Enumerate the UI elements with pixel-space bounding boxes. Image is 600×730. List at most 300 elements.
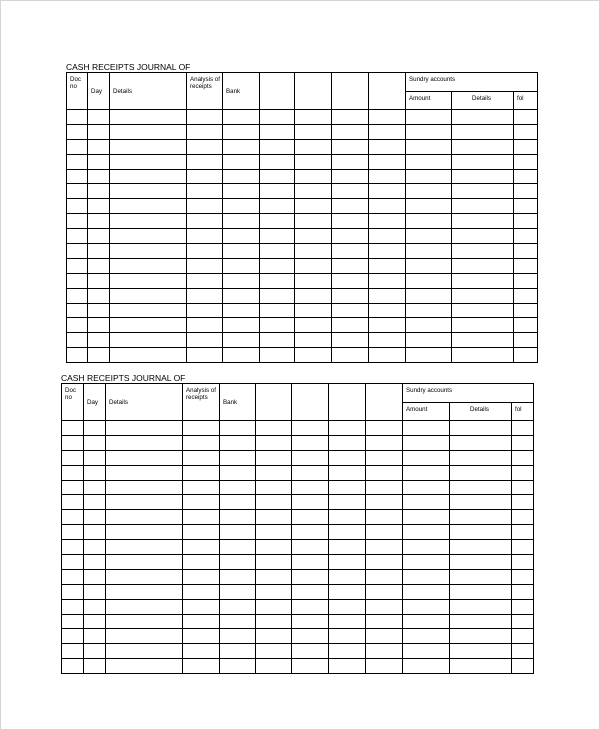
table-cell[interactable] <box>369 288 406 303</box>
table-cell[interactable] <box>366 465 403 480</box>
table-cell[interactable] <box>183 480 220 495</box>
table-cell[interactable] <box>512 555 534 570</box>
table-cell[interactable] <box>62 584 84 599</box>
table-cell[interactable] <box>329 525 366 540</box>
table-cell[interactable] <box>329 614 366 629</box>
table-cell[interactable] <box>106 450 183 465</box>
table-cell[interactable] <box>220 599 256 614</box>
table-cell[interactable] <box>256 525 292 540</box>
table-cell[interactable] <box>332 169 369 184</box>
table-cell[interactable] <box>220 540 256 555</box>
table-cell[interactable] <box>256 599 292 614</box>
table-cell[interactable] <box>295 139 332 154</box>
table-cell[interactable] <box>514 124 538 139</box>
table-cell[interactable] <box>329 435 366 450</box>
table-cell[interactable] <box>88 288 110 303</box>
table-cell[interactable] <box>512 629 534 644</box>
table-cell[interactable] <box>223 139 260 154</box>
table-cell[interactable] <box>183 540 220 555</box>
table-cell[interactable] <box>223 184 260 199</box>
table-cell[interactable] <box>220 644 256 659</box>
table-cell[interactable] <box>110 184 187 199</box>
table-cell[interactable] <box>88 199 110 214</box>
table-cell[interactable] <box>512 450 534 465</box>
table-cell[interactable] <box>514 169 538 184</box>
table-cell[interactable] <box>512 465 534 480</box>
table-cell[interactable] <box>369 273 406 288</box>
table-cell[interactable] <box>84 495 106 510</box>
table-cell[interactable] <box>220 510 256 525</box>
table-cell[interactable] <box>450 421 512 436</box>
table-cell[interactable] <box>406 110 452 125</box>
table-cell[interactable] <box>260 273 295 288</box>
table-cell[interactable] <box>88 110 110 125</box>
table-cell[interactable] <box>62 421 84 436</box>
table-cell[interactable] <box>406 258 452 273</box>
table-cell[interactable] <box>406 303 452 318</box>
table-cell[interactable] <box>223 110 260 125</box>
table-cell[interactable] <box>292 540 329 555</box>
table-cell[interactable] <box>62 555 84 570</box>
table-cell[interactable] <box>332 214 369 229</box>
table-cell[interactable] <box>403 435 450 450</box>
table-cell[interactable] <box>514 184 538 199</box>
table-cell[interactable] <box>403 584 450 599</box>
table-cell[interactable] <box>106 599 183 614</box>
table-cell[interactable] <box>110 318 187 333</box>
table-cell[interactable] <box>187 154 223 169</box>
table-cell[interactable] <box>403 555 450 570</box>
table-cell[interactable] <box>292 644 329 659</box>
table-cell[interactable] <box>110 258 187 273</box>
table-cell[interactable] <box>183 599 220 614</box>
table-cell[interactable] <box>514 199 538 214</box>
table-cell[interactable] <box>369 303 406 318</box>
table-cell[interactable] <box>512 569 534 584</box>
table-cell[interactable] <box>67 333 88 348</box>
table-cell[interactable] <box>514 288 538 303</box>
table-cell[interactable] <box>406 184 452 199</box>
table-cell[interactable] <box>183 450 220 465</box>
table-cell[interactable] <box>260 258 295 273</box>
table-cell[interactable] <box>223 348 260 363</box>
table-cell[interactable] <box>220 495 256 510</box>
table-cell[interactable] <box>187 288 223 303</box>
table-cell[interactable] <box>67 229 88 244</box>
table-cell[interactable] <box>329 465 366 480</box>
table-cell[interactable] <box>67 244 88 259</box>
table-cell[interactable] <box>62 599 84 614</box>
table-cell[interactable] <box>406 169 452 184</box>
table-cell[interactable] <box>450 599 512 614</box>
table-cell[interactable] <box>67 169 88 184</box>
table-cell[interactable] <box>62 480 84 495</box>
table-cell[interactable] <box>292 659 329 674</box>
table-cell[interactable] <box>514 258 538 273</box>
table-cell[interactable] <box>67 258 88 273</box>
table-cell[interactable] <box>110 199 187 214</box>
table-cell[interactable] <box>67 139 88 154</box>
table-cell[interactable] <box>260 110 295 125</box>
table-cell[interactable] <box>452 303 514 318</box>
table-cell[interactable] <box>183 614 220 629</box>
table-cell[interactable] <box>183 555 220 570</box>
table-cell[interactable] <box>260 139 295 154</box>
table-cell[interactable] <box>406 139 452 154</box>
table-cell[interactable] <box>292 465 329 480</box>
table-cell[interactable] <box>106 584 183 599</box>
table-cell[interactable] <box>260 303 295 318</box>
table-cell[interactable] <box>295 124 332 139</box>
table-cell[interactable] <box>366 540 403 555</box>
table-cell[interactable] <box>452 244 514 259</box>
table-cell[interactable] <box>223 273 260 288</box>
table-cell[interactable] <box>256 540 292 555</box>
table-cell[interactable] <box>366 421 403 436</box>
table-cell[interactable] <box>366 614 403 629</box>
table-cell[interactable] <box>187 199 223 214</box>
table-cell[interactable] <box>67 154 88 169</box>
table-cell[interactable] <box>369 348 406 363</box>
table-cell[interactable] <box>187 258 223 273</box>
table-cell[interactable] <box>406 273 452 288</box>
table-cell[interactable] <box>88 333 110 348</box>
table-cell[interactable] <box>452 169 514 184</box>
table-cell[interactable] <box>62 435 84 450</box>
table-cell[interactable] <box>452 110 514 125</box>
table-cell[interactable] <box>512 584 534 599</box>
table-cell[interactable] <box>106 555 183 570</box>
table-cell[interactable] <box>403 599 450 614</box>
table-cell[interactable] <box>332 154 369 169</box>
table-cell[interactable] <box>106 525 183 540</box>
table-cell[interactable] <box>512 644 534 659</box>
table-cell[interactable] <box>260 154 295 169</box>
table-cell[interactable] <box>292 421 329 436</box>
table-cell[interactable] <box>406 244 452 259</box>
table-cell[interactable] <box>256 569 292 584</box>
table-cell[interactable] <box>512 421 534 436</box>
table-cell[interactable] <box>369 169 406 184</box>
table-cell[interactable] <box>187 333 223 348</box>
table-cell[interactable] <box>256 584 292 599</box>
table-cell[interactable] <box>512 614 534 629</box>
table-cell[interactable] <box>369 244 406 259</box>
table-cell[interactable] <box>110 124 187 139</box>
table-cell[interactable] <box>256 421 292 436</box>
table-cell[interactable] <box>514 139 538 154</box>
table-cell[interactable] <box>106 435 183 450</box>
table-cell[interactable] <box>110 214 187 229</box>
table-cell[interactable] <box>369 199 406 214</box>
table-cell[interactable] <box>88 303 110 318</box>
table-cell[interactable] <box>366 510 403 525</box>
table-cell[interactable] <box>295 318 332 333</box>
table-cell[interactable] <box>84 555 106 570</box>
table-cell[interactable] <box>223 258 260 273</box>
table-cell[interactable] <box>88 348 110 363</box>
table-cell[interactable] <box>295 303 332 318</box>
table-cell[interactable] <box>450 629 512 644</box>
table-cell[interactable] <box>260 348 295 363</box>
table-cell[interactable] <box>187 303 223 318</box>
table-cell[interactable] <box>295 184 332 199</box>
table-cell[interactable] <box>292 614 329 629</box>
table-cell[interactable] <box>452 273 514 288</box>
table-cell[interactable] <box>332 258 369 273</box>
table-cell[interactable] <box>295 229 332 244</box>
table-cell[interactable] <box>295 288 332 303</box>
table-cell[interactable] <box>67 288 88 303</box>
table-cell[interactable] <box>220 435 256 450</box>
table-cell[interactable] <box>512 599 534 614</box>
table-cell[interactable] <box>452 288 514 303</box>
table-cell[interactable] <box>450 435 512 450</box>
table-cell[interactable] <box>256 435 292 450</box>
table-cell[interactable] <box>62 525 84 540</box>
table-cell[interactable] <box>450 450 512 465</box>
table-cell[interactable] <box>369 184 406 199</box>
table-cell[interactable] <box>514 110 538 125</box>
table-cell[interactable] <box>220 569 256 584</box>
table-cell[interactable] <box>223 303 260 318</box>
table-cell[interactable] <box>88 258 110 273</box>
table-cell[interactable] <box>62 465 84 480</box>
table-cell[interactable] <box>452 184 514 199</box>
table-cell[interactable] <box>452 214 514 229</box>
table-cell[interactable] <box>450 465 512 480</box>
table-cell[interactable] <box>260 244 295 259</box>
table-cell[interactable] <box>403 450 450 465</box>
table-cell[interactable] <box>88 184 110 199</box>
table-cell[interactable] <box>406 124 452 139</box>
table-cell[interactable] <box>220 614 256 629</box>
table-cell[interactable] <box>292 495 329 510</box>
table-cell[interactable] <box>452 333 514 348</box>
table-cell[interactable] <box>67 273 88 288</box>
table-cell[interactable] <box>62 495 84 510</box>
table-cell[interactable] <box>106 421 183 436</box>
table-cell[interactable] <box>329 584 366 599</box>
table-cell[interactable] <box>369 229 406 244</box>
table-cell[interactable] <box>292 480 329 495</box>
table-cell[interactable] <box>110 244 187 259</box>
table-cell[interactable] <box>220 525 256 540</box>
table-cell[interactable] <box>450 510 512 525</box>
table-cell[interactable] <box>223 229 260 244</box>
table-cell[interactable] <box>366 569 403 584</box>
table-cell[interactable] <box>369 333 406 348</box>
table-cell[interactable] <box>260 124 295 139</box>
table-cell[interactable] <box>106 644 183 659</box>
table-cell[interactable] <box>256 614 292 629</box>
table-cell[interactable] <box>62 614 84 629</box>
table-cell[interactable] <box>256 555 292 570</box>
table-cell[interactable] <box>452 229 514 244</box>
table-cell[interactable] <box>187 110 223 125</box>
table-cell[interactable] <box>183 495 220 510</box>
table-cell[interactable] <box>84 540 106 555</box>
table-cell[interactable] <box>369 258 406 273</box>
table-cell[interactable] <box>183 435 220 450</box>
table-cell[interactable] <box>512 540 534 555</box>
table-cell[interactable] <box>187 139 223 154</box>
table-cell[interactable] <box>403 510 450 525</box>
table-cell[interactable] <box>403 629 450 644</box>
table-cell[interactable] <box>512 525 534 540</box>
table-cell[interactable] <box>366 644 403 659</box>
table-cell[interactable] <box>220 555 256 570</box>
table-cell[interactable] <box>450 480 512 495</box>
table-cell[interactable] <box>329 495 366 510</box>
table-cell[interactable] <box>67 124 88 139</box>
table-cell[interactable] <box>512 480 534 495</box>
table-cell[interactable] <box>88 318 110 333</box>
table-cell[interactable] <box>450 540 512 555</box>
table-cell[interactable] <box>295 258 332 273</box>
table-cell[interactable] <box>329 450 366 465</box>
table-cell[interactable] <box>223 214 260 229</box>
table-cell[interactable] <box>406 318 452 333</box>
table-cell[interactable] <box>403 495 450 510</box>
table-cell[interactable] <box>406 348 452 363</box>
table-cell[interactable] <box>183 465 220 480</box>
table-cell[interactable] <box>223 169 260 184</box>
table-cell[interactable] <box>256 644 292 659</box>
table-cell[interactable] <box>106 629 183 644</box>
table-cell[interactable] <box>220 450 256 465</box>
table-cell[interactable] <box>369 139 406 154</box>
table-cell[interactable] <box>84 629 106 644</box>
table-cell[interactable] <box>450 569 512 584</box>
table-cell[interactable] <box>403 421 450 436</box>
table-cell[interactable] <box>369 124 406 139</box>
table-cell[interactable] <box>403 480 450 495</box>
table-cell[interactable] <box>452 124 514 139</box>
table-cell[interactable] <box>260 199 295 214</box>
table-cell[interactable] <box>452 258 514 273</box>
table-cell[interactable] <box>332 199 369 214</box>
table-cell[interactable] <box>223 154 260 169</box>
table-cell[interactable] <box>329 510 366 525</box>
table-cell[interactable] <box>512 435 534 450</box>
table-cell[interactable] <box>106 540 183 555</box>
table-cell[interactable] <box>106 569 183 584</box>
table-cell[interactable] <box>106 465 183 480</box>
table-cell[interactable] <box>84 510 106 525</box>
table-cell[interactable] <box>450 659 512 674</box>
table-cell[interactable] <box>292 555 329 570</box>
table-cell[interactable] <box>329 540 366 555</box>
table-cell[interactable] <box>183 510 220 525</box>
table-cell[interactable] <box>187 124 223 139</box>
table-cell[interactable] <box>106 495 183 510</box>
table-cell[interactable] <box>106 614 183 629</box>
table-cell[interactable] <box>256 450 292 465</box>
table-cell[interactable] <box>67 110 88 125</box>
table-cell[interactable] <box>450 555 512 570</box>
table-cell[interactable] <box>220 584 256 599</box>
table-cell[interactable] <box>452 348 514 363</box>
table-cell[interactable] <box>110 303 187 318</box>
table-cell[interactable] <box>110 333 187 348</box>
table-cell[interactable] <box>106 510 183 525</box>
table-cell[interactable] <box>183 569 220 584</box>
table-cell[interactable] <box>67 199 88 214</box>
table-cell[interactable] <box>292 629 329 644</box>
table-cell[interactable] <box>292 584 329 599</box>
table-cell[interactable] <box>366 525 403 540</box>
table-cell[interactable] <box>369 318 406 333</box>
table-cell[interactable] <box>110 288 187 303</box>
table-cell[interactable] <box>84 450 106 465</box>
table-cell[interactable] <box>88 169 110 184</box>
table-cell[interactable] <box>256 629 292 644</box>
table-cell[interactable] <box>332 110 369 125</box>
table-cell[interactable] <box>88 229 110 244</box>
table-cell[interactable] <box>295 214 332 229</box>
table-cell[interactable] <box>332 139 369 154</box>
table-cell[interactable] <box>88 244 110 259</box>
table-cell[interactable] <box>223 124 260 139</box>
table-cell[interactable] <box>260 184 295 199</box>
table-cell[interactable] <box>220 659 256 674</box>
table-cell[interactable] <box>187 273 223 288</box>
table-cell[interactable] <box>514 333 538 348</box>
table-cell[interactable] <box>106 659 183 674</box>
table-cell[interactable] <box>332 273 369 288</box>
table-cell[interactable] <box>514 229 538 244</box>
table-cell[interactable] <box>366 599 403 614</box>
table-cell[interactable] <box>88 214 110 229</box>
table-cell[interactable] <box>406 288 452 303</box>
table-cell[interactable] <box>67 303 88 318</box>
table-cell[interactable] <box>403 614 450 629</box>
table-cell[interactable] <box>62 540 84 555</box>
table-cell[interactable] <box>62 629 84 644</box>
table-cell[interactable] <box>183 659 220 674</box>
table-cell[interactable] <box>295 333 332 348</box>
table-cell[interactable] <box>332 303 369 318</box>
table-cell[interactable] <box>223 333 260 348</box>
table-cell[interactable] <box>366 584 403 599</box>
table-cell[interactable] <box>260 229 295 244</box>
table-cell[interactable] <box>62 510 84 525</box>
table-cell[interactable] <box>450 584 512 599</box>
table-cell[interactable] <box>403 465 450 480</box>
table-cell[interactable] <box>332 288 369 303</box>
table-cell[interactable] <box>84 659 106 674</box>
table-cell[interactable] <box>329 480 366 495</box>
table-cell[interactable] <box>295 154 332 169</box>
table-cell[interactable] <box>514 303 538 318</box>
table-cell[interactable] <box>256 480 292 495</box>
table-cell[interactable] <box>62 450 84 465</box>
table-cell[interactable] <box>366 555 403 570</box>
table-cell[interactable] <box>292 450 329 465</box>
table-cell[interactable] <box>84 525 106 540</box>
table-cell[interactable] <box>256 510 292 525</box>
table-cell[interactable] <box>295 348 332 363</box>
table-cell[interactable] <box>88 273 110 288</box>
table-cell[interactable] <box>295 273 332 288</box>
table-cell[interactable] <box>292 525 329 540</box>
table-cell[interactable] <box>110 348 187 363</box>
table-cell[interactable] <box>256 465 292 480</box>
table-cell[interactable] <box>67 184 88 199</box>
table-cell[interactable] <box>512 495 534 510</box>
table-cell[interactable] <box>187 184 223 199</box>
